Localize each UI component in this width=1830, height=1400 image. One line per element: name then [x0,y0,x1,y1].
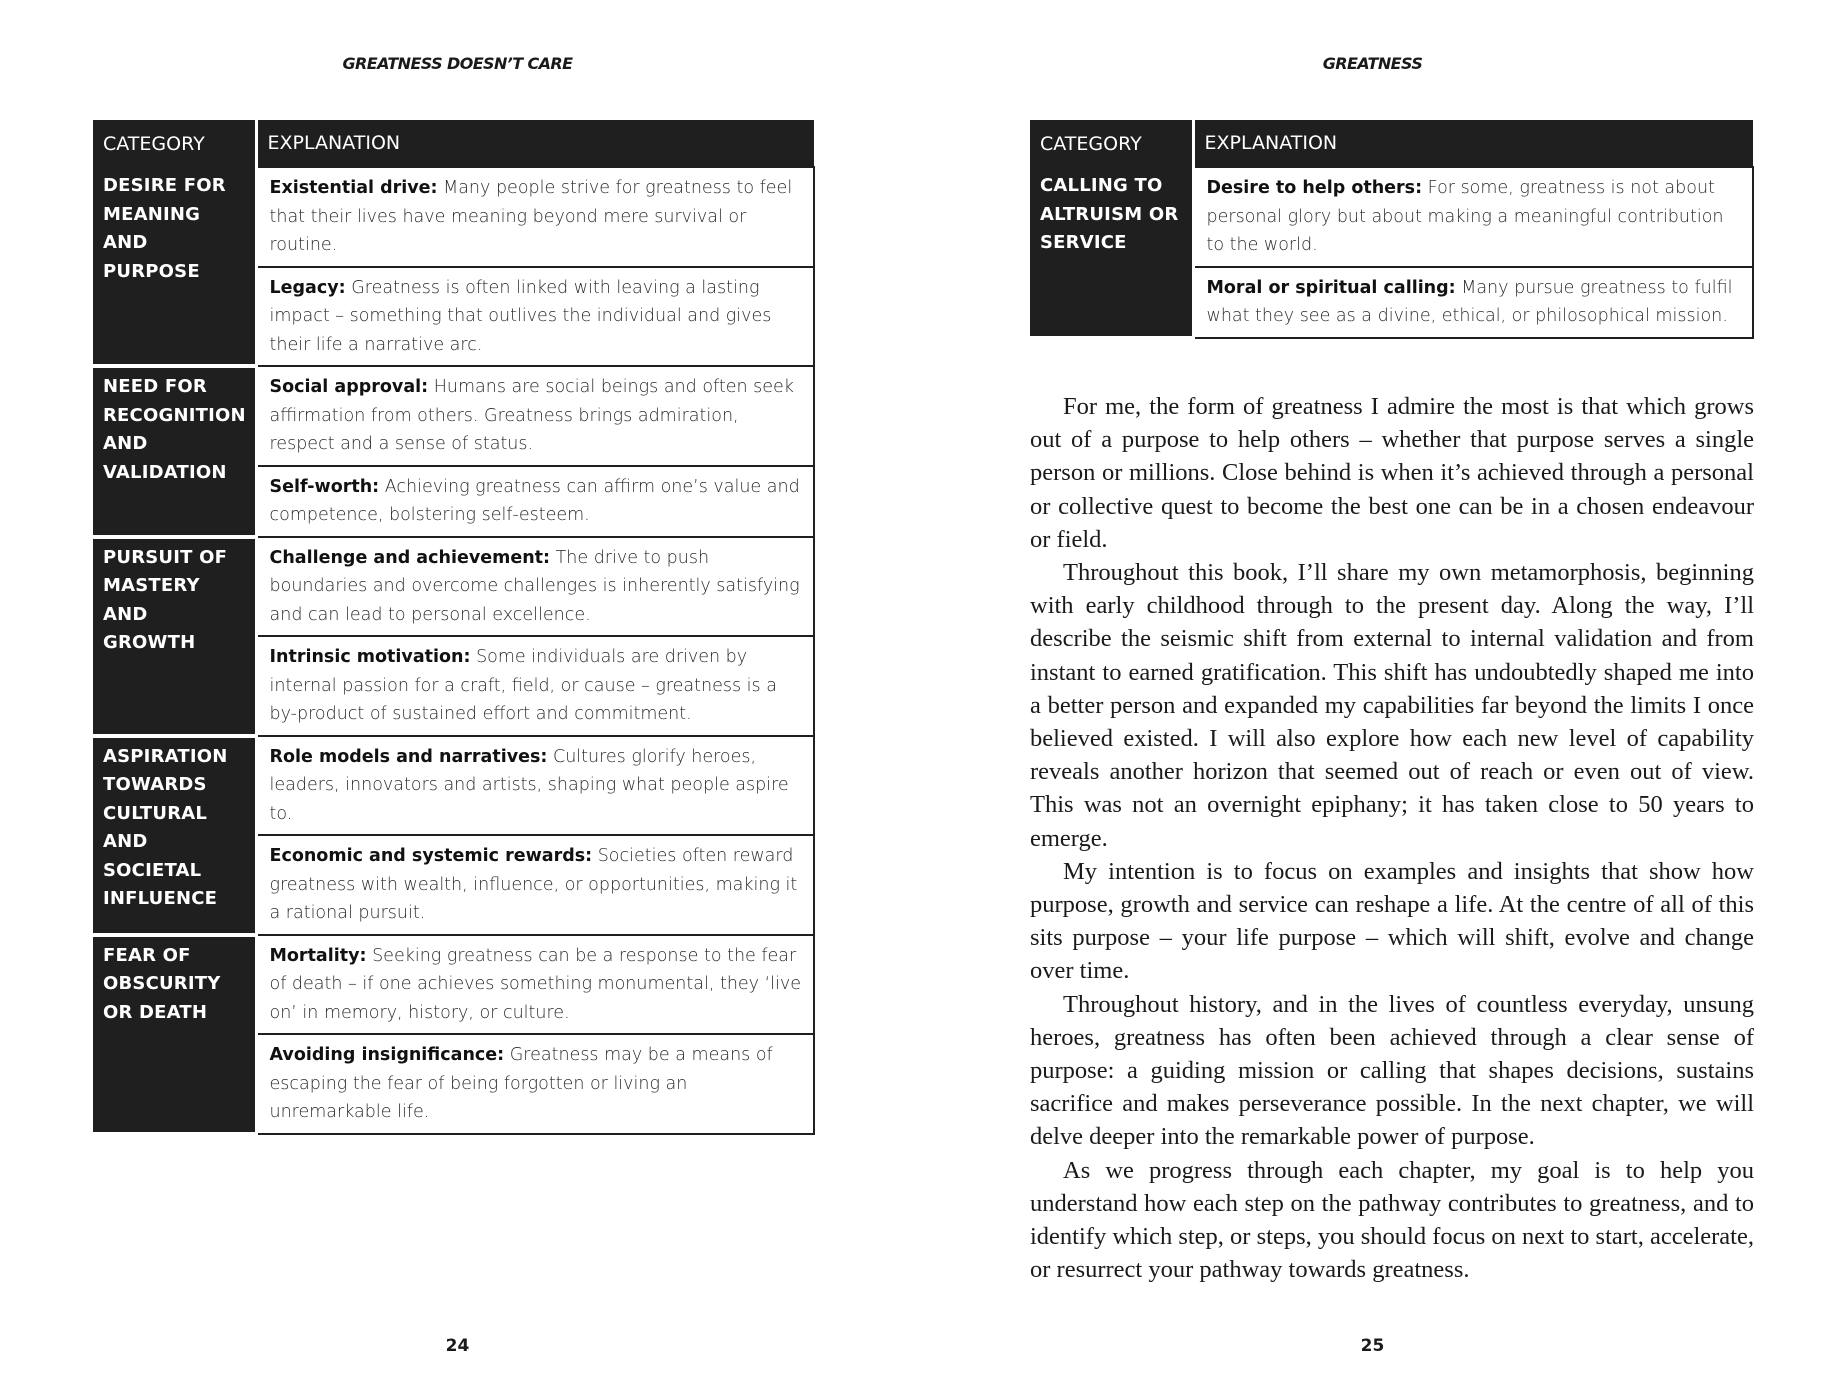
explanation-term: Intrinsic motivation: [269,647,471,667]
explanation-text: Societies often reward greatness with wealth, influence, or opportunities, making it a rational pursuit. [269,846,798,923]
explanation-text: Many pursue greatness to fulfil what they see as a divine, ethical, or philosophical mission. [1206,277,1733,326]
page-number-left: 24 [445,1336,470,1356]
explanation-term: Desire to help others: [1206,178,1423,198]
explanation-term: Social approval: [269,377,429,397]
explanation-term: Economic and systemic rewards: [269,846,593,866]
explanation-text: Greatness may be a means of escaping the fear of being forgotten or living an unremarkable life. [269,1045,773,1122]
explanation-term: Moral or spiritual calling: [1206,277,1456,298]
table-row [93,167,814,267]
explanation-text: Greatness is often linked with leaving a lasting impact – something that outlives the individual and gives their life a narrative arc. [269,277,772,355]
category-cell: NEED FOR RECOGNITION AND VALIDATION [93,366,256,537]
explanation-text: Many people strive for greatness to feel that their lives have meaning beyond mere survival or routine. [269,178,793,255]
running-head-right: GREATNESS [1322,54,1423,73]
explanation-cell [256,537,814,637]
explanation-term: Existential drive: [269,178,438,198]
body-paragraph: As we progress through each chapter, my goal is to help you understand how each step on the pathway contributes to greatness, and to identify which step, or steps, you should focus on next to start, accelerate, or resurrect your pathway towards greatness. [1030,1156,1754,1284]
explanation-cell [256,636,814,736]
table-header-row [93,120,814,167]
header-category: CATEGORY [93,120,256,167]
running-head-left: GREATNESS DOESN’T CARE [342,54,573,73]
explanation-cell [256,935,814,1035]
body-paragraph: Throughout this book, I’ll share my own metamorphosis, beginning with early childhood through to the present day. Along the way, I’ll describe the seismic shift from external to internal validation and from instant to earned gratification. This shift has undoubtedly shaped me into a better person and expanded my capabilities far beyond the limits I once believed existed. I will also explore how each new level of capability reveals another horizon that seemed out of reach or even out of view. This was not an overnight epiphany; it has taken close to 50 years to emerge. [1030,559,1754,852]
page-number-right: 25 [1360,1336,1385,1356]
table-row [1030,167,1753,267]
explanation-text: Seeking greatness can be a response to the fear of death – if one achieves something monumental, they ‘live on’ in memory, history, or culture. [269,945,802,1023]
explanation-cell [256,466,814,537]
explanation-term: Mortality: [269,945,367,966]
explanation-text: Some individuals are driven by internal passion for a craft, field, or cause – greatness is a by-product of sustained effort and commitment. [269,647,777,724]
explanation-cell [1193,167,1753,267]
table-header-row [1030,120,1753,167]
explanation-cell [1193,267,1753,338]
explanation-term: Challenge and achievement: [269,547,551,568]
category-cell: CALLING TO ALTRUISM OR SERVICE [1030,167,1193,338]
category-cell: DESIRE FOR MEANING AND PURPOSE [93,167,256,366]
explanation-cell [256,167,814,267]
explanation-term: Self-worth: [269,476,380,497]
explanation-term: Legacy: [269,277,346,298]
explanation-text: Achieving greatness can affirm one’s value and competence, bolstering self-esteem. [269,476,800,525]
explanation-cell [256,835,814,935]
explanation-cell [256,267,814,367]
body-paragraph: Throughout history, and in the lives of countless everyday, unsung heroes, greatness has often been achieved through a clear sense of purpose: a guiding mission or calling that shapes decisions, sustains sacrifice and makes perseverance possible. In the next chapter, we will delve deeper into the remarkable power of purpose. [1030,990,1754,1151]
explanation-text: Cultures glorify heroes, leaders, innovators and artists, shaping what people aspire to. [269,746,789,824]
explanation-cell [256,736,814,836]
table-row [93,935,814,1035]
motivation-table-left [93,120,815,1136]
explanation-text: The drive to push boundaries and overcome challenges is inherently satisfying and can lead to personal excellence. [269,547,800,625]
explanation-term: Role models and narratives: [269,746,548,767]
category-cell: ASPIRATION TOWARDS CULTURAL AND SOCIETAL INFLUENCE [93,736,256,935]
table-body-left [93,167,814,1134]
explanation-term: Avoiding insignificance: [269,1045,505,1065]
body-text [1030,390,1754,1286]
motivation-table-right [1030,120,1754,340]
explanation-text: Humans are social beings and often seek affirmation from others. Greatness brings admiration, respect and a sense of status. [269,377,794,454]
category-cell: FEAR OF OBSCURITY OR DEATH [93,935,256,1134]
table-body-right [1030,167,1753,338]
header-category: CATEGORY [1030,120,1193,167]
category-cell: PURSUIT OF MASTERY AND GROWTH [93,537,256,736]
right-page [915,0,1830,1400]
table-row [93,366,814,466]
explanation-text: For some, greatness is not about personal glory but about making a meaningful contribution to the world. [1206,178,1724,255]
header-explanation: EXPLANATION [256,120,814,167]
explanation-cell [256,366,814,466]
explanation-cell [256,1034,814,1134]
body-paragraph: My intention is to focus on examples and insights that show how purpose, growth and service can reshape a life. At the centre of all of this sits purpose – your life purpose – which will shift, evolve and change over time. [1030,857,1754,985]
header-explanation: EXPLANATION [1193,120,1753,167]
table-row [93,537,814,637]
body-paragraph: For me, the form of greatness I admire the most is that which grows out of a purpose to help others – whether that purpose serves a single person or millions. Close behind is when it’s achieved through a personal or collective quest to become the best one can be in a chosen endeavour or field. [1030,393,1754,553]
table-row [93,736,814,836]
